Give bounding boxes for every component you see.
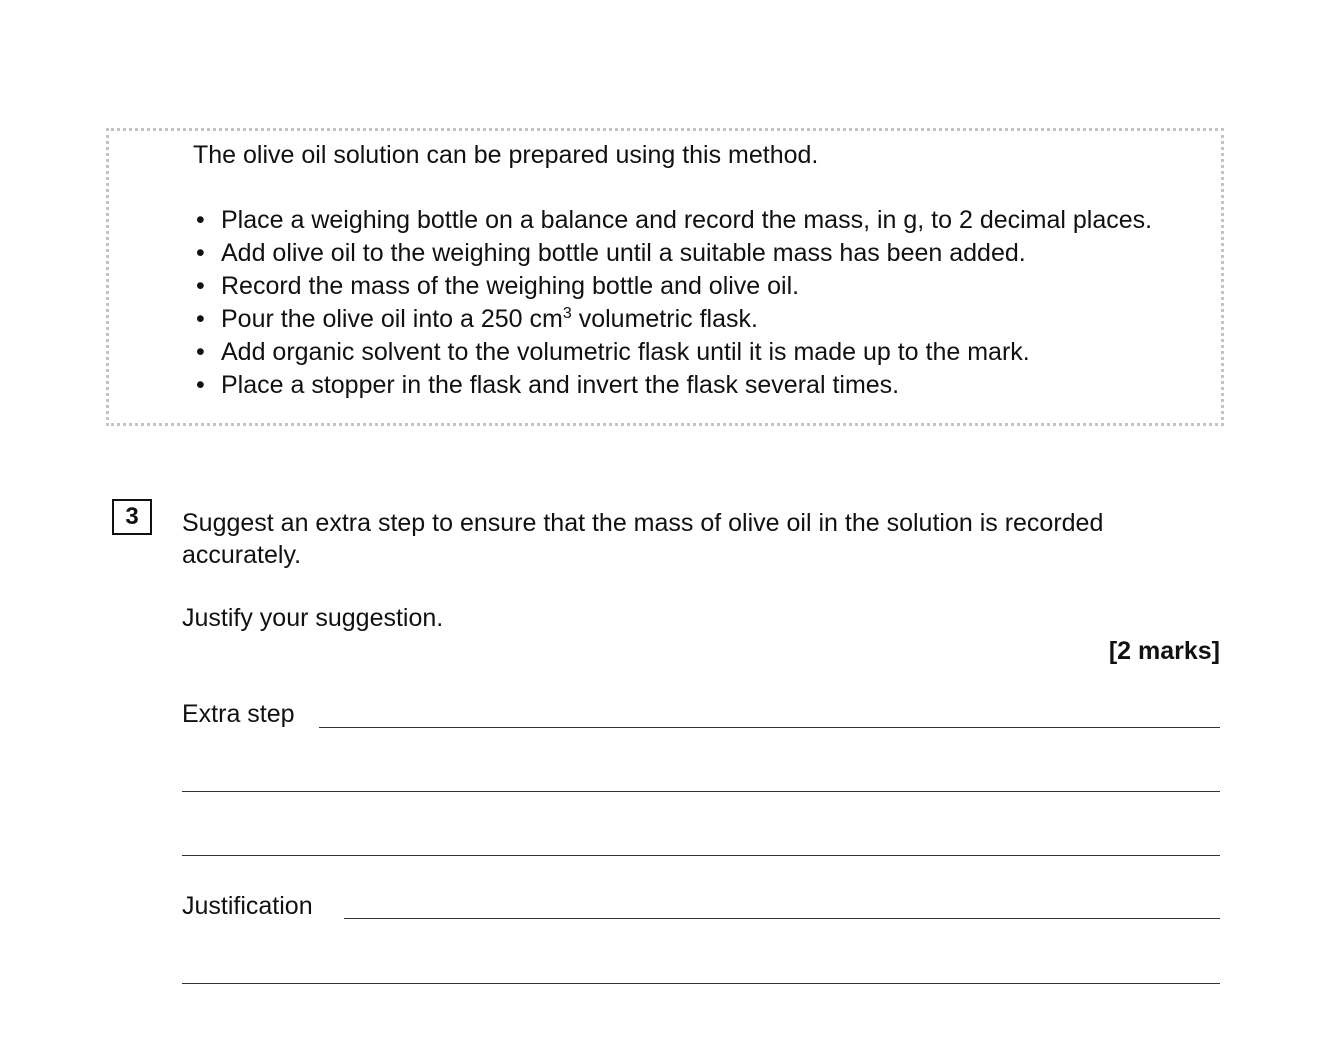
bullet-icon: • (196, 239, 205, 267)
method-step (193, 336, 1152, 369)
superscript: 3 (562, 305, 572, 322)
bullet-icon: • (196, 272, 205, 300)
method-step-text: Add olive oil to the weighing bottle until a suitable mass has been added. (221, 239, 1026, 267)
bullet-icon: • (196, 338, 205, 366)
method-step (193, 369, 1152, 402)
extra-step-answer-line[interactable] (319, 727, 1220, 728)
method-step-text-tail: volumetric flask. (571, 305, 758, 333)
method-step-text: Add organic solvent to the volumetric flask until it is made up to the mark. (221, 338, 1030, 366)
extra-step-label: Extra step (182, 700, 295, 728)
justification-answer-line[interactable] (344, 918, 1220, 919)
method-step (193, 270, 1152, 303)
method-step-text: Place a stopper in the flask and invert the flask several times. (221, 371, 900, 399)
method-intro: The olive oil solution can be prepared using this method. (193, 141, 819, 169)
method-steps-list (193, 204, 1152, 402)
extra-step-answer-line[interactable] (182, 791, 1220, 792)
question-instruction: Justify your suggestion. (182, 604, 444, 632)
justification-label: Justification (182, 892, 313, 920)
bullet-icon: • (196, 305, 205, 333)
bullet-icon: • (196, 371, 205, 399)
method-step (193, 237, 1152, 270)
method-step-text: Place a weighing bottle on a balance and record the mass, in g, to 2 decimal places. (221, 206, 1153, 234)
justification-answer-line[interactable] (182, 983, 1220, 984)
marks-label: [2 marks] (1108, 637, 1220, 665)
method-step (193, 204, 1152, 237)
method-step (193, 303, 1152, 336)
question-number: 3 (112, 499, 152, 535)
bullet-icon: • (196, 206, 205, 234)
extra-step-answer-line[interactable] (182, 855, 1220, 856)
method-step-text: Record the mass of the weighing bottle and olive oil. (221, 272, 800, 300)
method-step-text: Pour the olive oil into a 250 cm (221, 305, 563, 333)
question-text: Suggest an extra step to ensure that the mass of olive oil in the solution is recorded accurately. (182, 509, 1104, 569)
